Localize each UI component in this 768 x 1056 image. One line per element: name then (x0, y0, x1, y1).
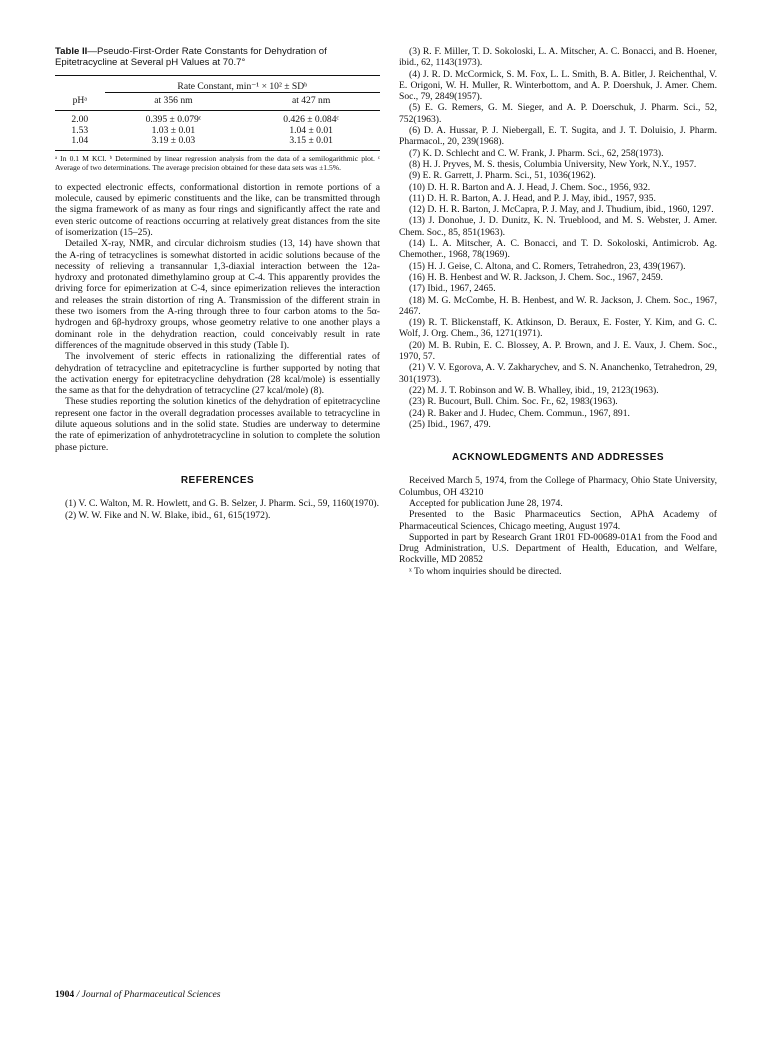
reference-item: (20) M. B. Rubin, E. C. Blossey, A. P. Brown, and J. E. Vaux, J. Chem. Soc., 1970, 57. (399, 339, 717, 363)
table-caption (55, 46, 380, 69)
reference-item: (25) Ibid., 1967, 479. (409, 418, 491, 430)
reference-item: (22) M. J. T. Robinson and W. B. Whalley, ibid., 19, 2123(1963). (409, 384, 659, 396)
reference-item: (11) D. H. R. Barton, A. J. Head, and P. J. May, ibid., 1957, 935. (409, 192, 656, 204)
reference-item: (19) R. T. Blickenstaff, K. Atkinson, D. Beraux, E. Foster, Y. Kim, and G. C. Wolf, J. Org. Chem., 36, 1271(1971). (399, 317, 717, 340)
body-paragraph: The involvement of steric effects in rationalizing the differential rates of dehydration of tetracycline and epitetracycline is further supported by noting that the activation energy for epitetracycline dehydration (28 kcal/mole) is essentially the same as that for the dehydration of tetracycline (27 kcal/mole) (8). (55, 351, 380, 397)
reference-item: (16) H. B. Henbest and W. R. Jackson, J. Chem. Soc., 1967, 2459. (409, 271, 663, 283)
reference-item: (10) D. H. R. Barton and A. J. Head, J. Chem. Soc., 1956, 932. (409, 181, 651, 193)
body-paragraph: to expected electronic effects, conformational distortion in remote portions of a molecule, caused by epimeric constituents and the like, can be transmitted through the sigma framework of as many as four rings and significantly affect the rate and even steric outcome of reactions occurring at relatively great distances from the site of isomerization (15–25). (55, 181, 380, 238)
cell-356: 0.395 ± 0.079ᶜ (145, 114, 202, 125)
reference-item: (9) E. R. Garrett, J. Pharm. Sci., 51, 1036(1962). (409, 170, 596, 182)
acknowledgments-block (399, 475, 717, 577)
table-row (55, 111, 380, 126)
reference-item: (7) K. D. Schlecht and C. W. Frank, J. Pharm. Sci., 62, 258(1973). (409, 147, 664, 159)
cell-427: 1.04 ± 0.01 (289, 124, 333, 136)
cell-ph: 1.04 (55, 136, 105, 150)
reference-item: (1) V. C. Walton, M. R. Howlett, and G. B. Selzer, J. Pharm. Sci., 59, 1160(1970). (65, 498, 379, 510)
rate-constant-group-header: Rate Constant, min⁻¹ × 10² ± SDᵇ (105, 82, 380, 93)
cell-ph: 1.53 (71, 124, 89, 136)
table-caption-text: —Pseudo-First-Order Rate Constants for Dehydration of Epitetracycline at Several pH Values at 70.7° (55, 46, 327, 69)
reference-item: (3) R. F. Miller, T. D. Sokoloski, L. A. Mitscher, A. C. Bonacci, and B. Hoener, ibid., 62, 1143(1973). (399, 46, 717, 69)
acknowledgment-line: Received March 5, 1974, from the College of Pharmacy, Ohio State University, Columbus, OH 43210 (399, 475, 717, 498)
reference-item: (4) J. R. D. McCormick, S. M. Fox, L. L. Smith, B. A. Bitler, J. Reichenthal, V. E. Origoni, W. H. Muller, R. Winterbottom, and A. P. Doershuk, J. Amer. Chem. Soc., 79, 2849(1957). (399, 68, 717, 103)
column-header-427nm: at 427 nm (242, 93, 380, 111)
body-paragraph: These studies reporting the solution kinetics of the dehydration of epitetracycline represent one factor in the overall degradation processes available to tetracycline in dilute aqueous solutions and in the solid state. Studies are underway to determine the rate of epimerization of anhydrotetracycline in solution to complete the solution phase picture. (55, 396, 380, 453)
right-column (399, 46, 717, 577)
table-row (55, 136, 380, 150)
acknowledgment-line: Supported in part by Research Grant 1R01 FD-00689-01A1 from the Food and Drug Administration, U.S. Department of Health, Education, and Welfare, Rockville, MD 20852 (399, 531, 717, 566)
reference-item: (12) D. H. R. Barton, J. McCapra, P. J. May, and J. Thudium, ibid., 1960, 1297. (409, 204, 714, 216)
reference-item: (23) R. Bucourt, Bull. Chim. Soc. Fr., 62, 1983(1963). (409, 396, 618, 408)
cell-356: 1.03 ± 0.01 (151, 124, 196, 136)
column-header-ph: pHᵃ (55, 93, 105, 111)
reference-item: (6) D. A. Hussar, P. J. Niebergall, E. T. Sugita, and J. T. Doluisio, J. Pharm. Pharmacol., 20, 239(1968). (399, 125, 717, 148)
reference-item: (24) R. Baker and J. Hudec, Chem. Commun., 1967, 891. (409, 407, 630, 419)
cell-ph: 2.00 (71, 114, 89, 125)
reference-item: (18) M. G. McCombe, H. B. Henbest, and W. R. Jackson, J. Chem. Soc., 1967, 2467. (399, 294, 717, 317)
left-column (55, 46, 380, 521)
reference-item: (13) J. Donohue, J. D. Dunitz, K. N. Trueblood, and M. S. Webster, J. Amer. Chem. Soc., 85, 851(1963). (399, 215, 717, 238)
reference-item: (21) V. V. Egorova, A. V. Zakharychev, and S. N. Ananchenko, Tetrahedron, 29, 301(1973). (399, 362, 717, 385)
references-list-left (55, 498, 380, 521)
reference-item: (15) H. J. Geise, C. Altona, and C. Romers, Tetrahedron, 23, 439(1967). (409, 260, 686, 272)
reference-item: (17) Ibid., 1967, 2465. (409, 283, 496, 295)
reference-item: (5) E. G. Remers, G. M. Sieger, and A. P. Doerschuk, J. Pharm. Sci., 52, 752(1963). (399, 102, 717, 125)
acknowledgment-line: Presented to the Basic Pharmaceutics Section, APhA Academy of Pharmaceutical Sciences, Chicago meeting, August 1974. (399, 509, 717, 532)
page-number: 1904 (55, 989, 75, 1000)
page-footer (55, 989, 220, 1000)
table-footnote: ᵃ In 0.1 M KCl. ᵇ Determined by linear regression analysis from the data of a semilogarithmic plot. ᶜ Average of two determinations. The average precision obtained for these data sets was ±1.5%. (55, 153, 380, 172)
references-list-right (399, 46, 717, 430)
body-paragraph: Detailed X-ray, NMR, and circular dichroism studies (13, 14) have shown that the A-ring of tetracyclines is somewhat distorted in acidic solutions because of the necessity of relieving a transannular 1,3-diaxial interaction between the 12a-hydroxy and protonated dimethylamino group at C-4. This apparently provides the driving force for epimerization at C-4, since epimerization relieves the interaction and releases the strain distortion of ring A. Transmission of the different strain in these two isomers from the A-ring through three to four carbon atoms to the 5α-hydrogen and 6β-hydroxy groups, whose geometry relative to one another plays a dominant role in the dehydration reaction, could conceivably result in rate differences of the magnitude observed in this study (Table I). (55, 238, 380, 351)
cell-427: 0.426 ± 0.084ᶜ (283, 114, 339, 125)
table-caption-label: Table II (55, 46, 88, 57)
column-header-356nm: at 356 nm (105, 93, 243, 111)
references-heading: REFERENCES (180, 474, 255, 486)
cell-356: 3.19 ± 0.03 (105, 136, 243, 150)
acknowledgments-heading: ACKNOWLEDGMENTS AND ADDRESSES (451, 452, 665, 464)
cell-427: 3.15 ± 0.01 (242, 136, 380, 150)
acknowledgment-line: ˣ To whom inquiries should be directed. (409, 565, 562, 577)
reference-item: (8) H. J. Pryves, M. S. thesis, Columbia University, New York, N.Y., 1957. (409, 158, 697, 170)
acknowledgment-line: Accepted for publication June 28, 1974. (409, 497, 563, 509)
rate-constant-table (55, 75, 380, 151)
reference-item: (14) L. A. Mitscher, A. C. Bonacci, and T. D. Sokoloski, Antimicrob. Ag. Chemother., 1968, 78(1969). (399, 238, 717, 261)
reference-item: (2) W. W. Fike and N. W. Blake, ibid., 61, 615(1972). (65, 509, 271, 521)
journal-name: / Journal of Pharmaceutical Sciences (74, 989, 221, 1000)
